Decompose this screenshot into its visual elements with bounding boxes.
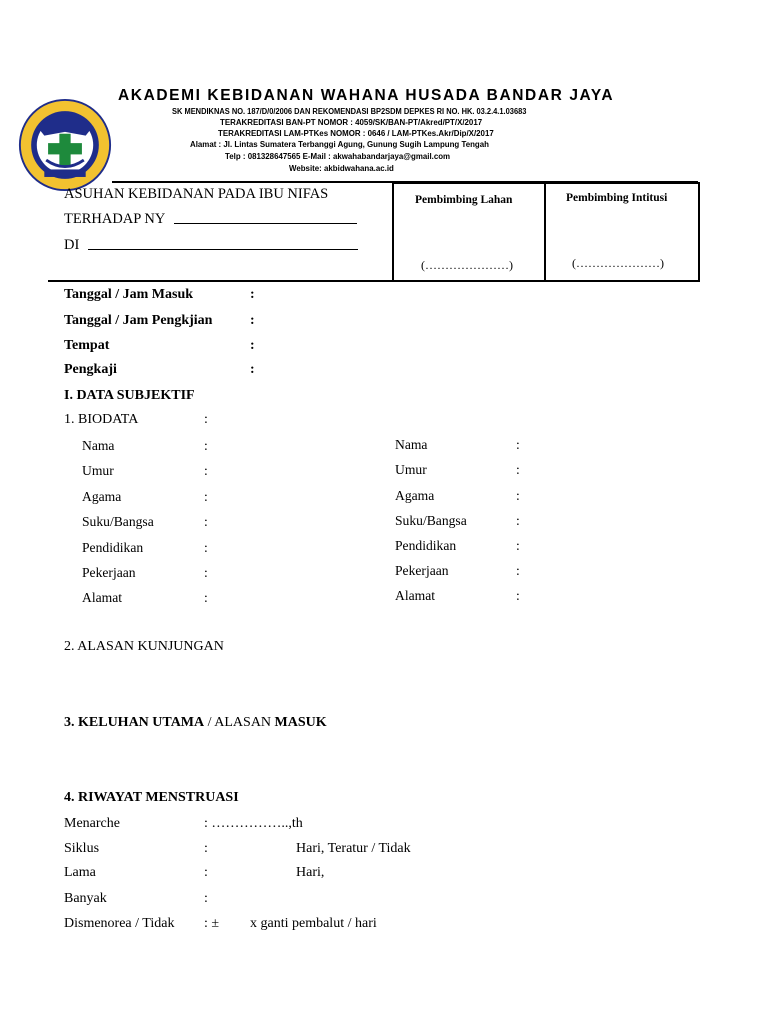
biodata-left-colon: :: [204, 463, 208, 478]
dismenorea-label: Dismenorea / Tidak: [64, 916, 175, 931]
tanggal-jam-pengkajian-colon: :: [250, 313, 255, 328]
menarche-label: Menarche: [64, 816, 120, 831]
keluhan-utama-title: [64, 715, 327, 731]
lama-colon: :: [204, 865, 208, 880]
keluhan-utama-part1: 3. KELUHAN UTAMA: [64, 715, 205, 730]
biodata-left-alamat: Alamat: [82, 590, 123, 605]
siklus-value: Hari, Teratur / Tidak: [296, 841, 411, 856]
biodata-right-agama: Agama: [395, 488, 435, 503]
biodata-right-colon: :: [516, 588, 520, 603]
header-line-sk: SK MENDIKNAS NO. 187/D/0/2006 DAN REKOMENDASI BP2SDM DEPKES RI NO. HK. 03.2.4.1.03683: [172, 106, 527, 116]
menarche-value: : ……………..,th: [204, 816, 303, 831]
banyak-colon: :: [204, 891, 208, 906]
pembimbing-institusi-signature: (…………………): [572, 256, 664, 270]
tanggal-jam-masuk-colon: :: [250, 287, 255, 302]
pembimbing-institusi-box[interactable]: [544, 182, 700, 282]
biodata-right-pendidikan: Pendidikan: [395, 538, 457, 553]
biodata-left-suku: Suku/Bangsa: [82, 514, 154, 529]
pembimbing-lahan-label: Pembimbing Lahan: [415, 194, 513, 206]
header-line-website: Website: akbidwahana.ac.id: [289, 163, 394, 173]
biodata-left-colon: :: [204, 565, 208, 580]
dismenorea-value: x ganti pembalut / hari: [250, 916, 377, 931]
tanggal-jam-masuk-label: Tanggal / Jam Masuk: [64, 287, 194, 302]
alasan-kunjungan-title: 2. ALASAN KUNJUNGAN: [64, 639, 224, 654]
di-label: DI: [64, 237, 80, 253]
biodata-right-colon: :: [516, 437, 520, 452]
biodata-right-colon: :: [516, 513, 520, 528]
pembimbing-lahan-signature: (…………………): [421, 258, 513, 272]
riwayat-menstruasi-title: 4. RIWAYAT MENSTRUASI: [64, 790, 239, 805]
biodata-colon: :: [204, 412, 208, 427]
header-line-banpt: TERAKREDITASI BAN-PT NOMOR : 4059/SK/BAN-PT/Akred/PT/X/2017: [220, 117, 483, 127]
biodata-right-suku: Suku/Bangsa: [395, 513, 467, 528]
pembimbing-lahan-box[interactable]: [392, 182, 546, 282]
biodata-left-colon: :: [204, 489, 208, 504]
biodata-left-colon: :: [204, 540, 208, 555]
biodata-right-nama: Nama: [395, 437, 428, 452]
di-field[interactable]: [88, 249, 358, 250]
terhadap-ny-label: TERHADAP NY: [64, 211, 166, 227]
tempat-label: Tempat: [64, 338, 110, 353]
pembimbing-institusi-label: Pembimbing Intitusi: [566, 192, 668, 204]
terhadap-ny-field[interactable]: [174, 223, 357, 224]
header-line-phone-email: Telp : 081328647565 E-Mail : akwahabandarjaya@gmail.com: [225, 151, 451, 161]
keluhan-utama-part3: MASUK: [274, 715, 327, 730]
lama-label: Lama: [64, 865, 96, 880]
biodata-title: 1. BIODATA: [64, 412, 139, 427]
biodata-right-alamat: Alamat: [395, 588, 436, 603]
biodata-right-colon: :: [516, 538, 520, 553]
banyak-label: Banyak: [64, 891, 107, 906]
header-line-lamptkes: TERAKREDITASI LAM-PTKes NOMOR : 0646 / LAM-PTKes.Akr/Dip/X/2017: [218, 128, 494, 138]
keluhan-utama-part2: / ALASAN: [204, 715, 275, 730]
institution-name: AKADEMI KEBIDANAN WAHANA HUSADA BANDAR JAYA: [118, 87, 615, 104]
biodata-right-colon: :: [516, 488, 520, 503]
siklus-colon: :: [204, 841, 208, 856]
biodata-left-agama: Agama: [82, 489, 122, 504]
form-title: ASUHAN KEBIDANAN PADA IBU NIFAS: [64, 186, 329, 202]
biodata-left-colon: :: [204, 590, 208, 605]
biodata-right-umur: Umur: [395, 462, 427, 477]
biodata-right-colon: :: [516, 462, 520, 477]
seal-logo-icon: [18, 98, 112, 192]
biodata-left-colon: :: [204, 514, 208, 529]
biodata-left-nama: Nama: [82, 438, 115, 453]
biodata-left-colon: :: [204, 438, 208, 453]
biodata-right-pekerjaan: Pekerjaan: [395, 563, 449, 578]
dismenorea-colon: : ±: [204, 916, 220, 931]
tempat-colon: :: [250, 338, 255, 353]
title-divider: [48, 280, 698, 282]
biodata-left-pendidikan: Pendidikan: [82, 540, 144, 555]
siklus-label: Siklus: [64, 841, 100, 856]
section-data-subjektif: I. DATA SUBJEKTIF: [64, 388, 195, 403]
pengkaji-colon: :: [250, 362, 255, 377]
tanggal-jam-pengkajian-label: Tanggal / Jam Pengkjian: [64, 313, 213, 328]
biodata-left-umur: Umur: [82, 463, 114, 478]
biodata-right-colon: :: [516, 563, 520, 578]
biodata-left-pekerjaan: Pekerjaan: [82, 565, 136, 580]
lama-value: Hari,: [296, 865, 325, 880]
header-line-address: Alamat : Jl. Lintas Sumatera Terbanggi Agung, Gunung Sugih Lampung Tengah: [190, 139, 489, 149]
pengkaji-label: Pengkaji: [64, 362, 117, 377]
